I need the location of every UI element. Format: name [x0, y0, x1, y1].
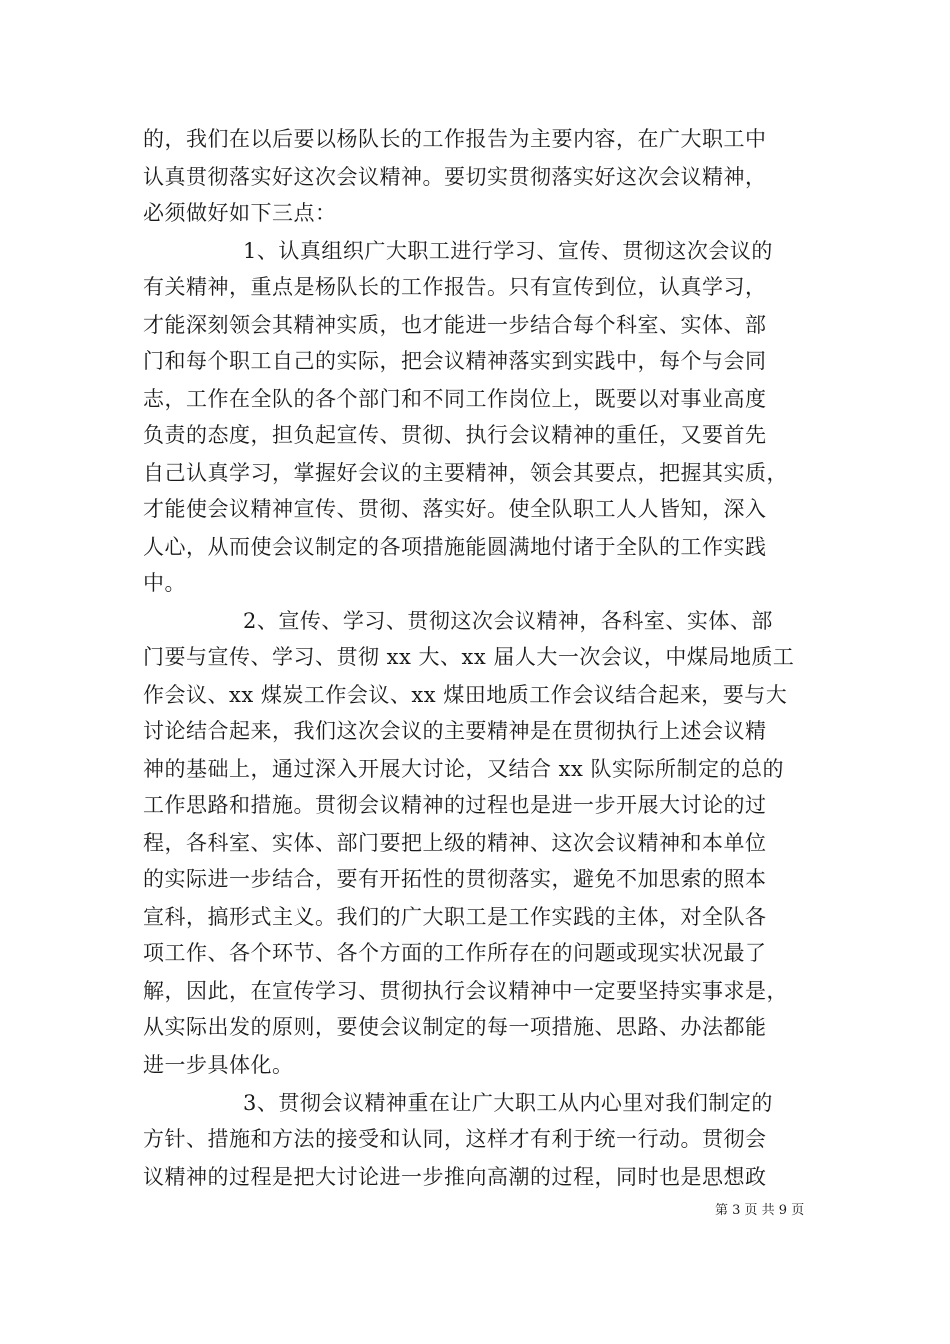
text-line: 解，因此，在宣传学习、贯彻执行会议精神中一定要坚持实事求是，: [143, 979, 788, 1003]
text-line: 宣科，搞形式主义。我们的广大职工是工作实践的主体，对全队各: [143, 905, 767, 929]
text-line: 进一步具体化。: [143, 1053, 294, 1077]
text-line: 才能使会议精神宣传、贯彻、落实好。使全队职工人人皆知，深入: [143, 497, 767, 521]
text-line: 才能深刻领会其精神实质，也才能进一步结合每个科室、实体、部: [143, 313, 767, 337]
text-line: 方针、措施和方法的接受和认同，这样才有利于统一行动。贯彻会: [143, 1127, 767, 1151]
text-line: 有关精神，重点是杨队长的工作报告。只有宣传到位，认真学习，: [143, 275, 767, 299]
text-line: 从实际出发的原则，要使会议制定的每一项措施、思路、办法都能: [143, 1015, 767, 1039]
text-line: 议精神的过程是把大讨论进一步推向高潮的过程，同时也是思想政: [143, 1165, 767, 1189]
text-line: 的，我们在以后要以杨队长的工作报告为主要内容，在广大职工中: [143, 127, 767, 151]
text-line: 负责的态度，担负起宣传、贯彻、执行会议精神的重任，又要首先: [143, 423, 767, 447]
text-line: 门和每个职工自己的实际，把会议精神落实到实践中，每个与会同: [143, 349, 767, 373]
text-line: 认真贯彻落实好这次会议精神。要切实贯彻落实好这次会议精神，: [143, 165, 767, 189]
text-line: 的实际进一步结合，要有开拓性的贯彻落实，避免不加思索的照本: [143, 867, 767, 891]
text-line: 必须做好如下三点：: [143, 201, 337, 225]
text-line: 神的基础上，通过深入开展大讨论，又结合 xx 队实际所制定的总的: [143, 757, 785, 781]
paragraph-2-start: 2、宣传、学习、贯彻这次会议精神，各科室、实体、部: [243, 609, 773, 633]
text-line: 项工作、各个环节、各个方面的工作所存在的问题或现实状况最了: [143, 941, 767, 965]
text-line: 人心，从而使会议制定的各项措施能圆满地付诸于全队的工作实践: [143, 535, 767, 559]
paragraph-3-start: 3、贯彻会议精神重在让广大职工从内心里对我们制定的: [243, 1091, 773, 1115]
paragraph-1-start: 1、认真组织广大职工进行学习、宣传、贯彻这次会议的: [243, 239, 773, 263]
text-line: 门要与宣传、学习、贯彻 xx 大、xx 届人大一次会议，中煤局地质工: [143, 645, 795, 669]
text-line: 讨论结合起来，我们这次会议的主要精神是在贯彻执行上述会议精: [143, 719, 767, 743]
page-number-footer: 第 3 页 共 9 页: [715, 1203, 805, 1218]
text-line: 工作思路和措施。贯彻会议精神的过程也是进一步开展大讨论的过: [143, 793, 767, 817]
text-line: 程，各科室、实体、部门要把上级的精神、这次会议精神和本单位: [143, 831, 767, 855]
text-line: 中。: [143, 571, 186, 595]
text-line: 作会议、xx 煤炭工作会议、xx 煤田地质工作会议结合起来，要与大: [143, 683, 788, 707]
text-line: 自己认真学习，掌握好会议的主要精神，领会其要点，把握其实质，: [143, 461, 788, 485]
text-line: 志，工作在全队的各个部门和不同工作岗位上，既要以对事业高度: [143, 387, 767, 411]
